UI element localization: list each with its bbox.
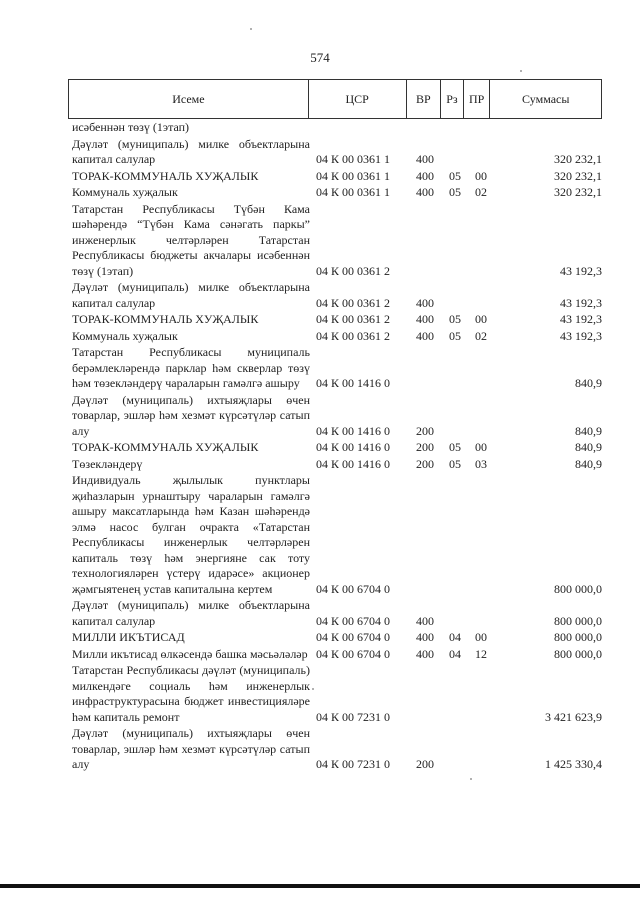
row-vr: 400 — [416, 295, 434, 310]
table-row — [72, 726, 602, 774]
header-rz: Рз — [440, 80, 463, 118]
row-name: Индивидуаль җылылык пунктлары җиһазларын урнаштыру чараларын гамәлгә ашыру максатларында һәм Казан шәһәрендә элмә насос булган очракта «Татарстан Республикасы инженерлык челтәрләрен капиталь төзү һәм энергияне сак тоту технологияләрен үстерү идарәсе» акционер җәмгыятенең устав капиталына кертем — [72, 473, 310, 596]
row-sum: 320 232,1 — [554, 152, 602, 166]
table-row — [72, 329, 602, 346]
scan-speck — [520, 70, 522, 72]
scan-speck — [250, 28, 252, 30]
row-sum: 840,9 — [575, 456, 602, 471]
row-vr: 400 — [416, 328, 434, 343]
table-row — [72, 120, 602, 137]
row-name: Татарстан Республикасы дәүләт (муниципаль) милкендәге социаль һәм инженерлык инфраструктурасына бюджет инвестицияләре һәм капиталь ремонт — [72, 663, 310, 724]
row-rz: 05 — [449, 185, 461, 199]
scan-speck — [312, 688, 314, 690]
row-vr: 200 — [416, 440, 434, 454]
row-pr: 02 — [475, 328, 487, 343]
row-csr: 04 К 00 6704 0 — [316, 613, 391, 628]
row-vr: 400 — [416, 646, 434, 661]
header-csr: ЦСР — [308, 80, 406, 118]
row-csr: 04 К 00 0361 1 — [316, 152, 391, 166]
page-bottom-edge — [0, 884, 640, 888]
table-row — [72, 280, 602, 312]
row-rz: 05 — [449, 168, 461, 183]
row-rz: 04 — [449, 630, 461, 644]
row-name: Дәүләт (муниципаль) милке объектларына капитал салулар — [72, 598, 310, 628]
header-name: Исеме — [172, 91, 205, 106]
row-sum: 800 000,0 — [554, 630, 602, 644]
row-name: МИЛЛИ ИКЪТИСАД — [72, 630, 185, 644]
row-pr: 00 — [475, 168, 487, 183]
row-sum: 840,9 — [575, 423, 602, 438]
header-sum: Суммасы — [489, 80, 601, 118]
table-row — [72, 185, 602, 202]
row-csr: 04 К 00 1416 0 — [316, 376, 391, 390]
row-name: Дәүләт (муниципаль) ихтыяҗлары өчен товарлар, эшләр һәм хезмәт күрсәтүләр сатып алу — [72, 392, 310, 438]
table-row — [72, 169, 602, 186]
row-rz: 05 — [449, 312, 461, 326]
row-sum: 43 192,3 — [560, 312, 602, 326]
row-name: ТОРАК-КОММУНАЛЬ ХУҖАЛЫК — [72, 168, 259, 183]
row-csr: 04 К 00 6704 0 — [316, 581, 391, 596]
row-sum: 43 192,3 — [560, 295, 602, 310]
row-csr: 04 К 00 0361 2 — [316, 328, 391, 343]
table-row — [72, 137, 602, 169]
row-sum: 800 000,0 — [554, 646, 602, 661]
row-csr: 04 К 00 0361 2 — [316, 263, 391, 278]
row-vr: 200 — [416, 757, 434, 771]
row-pr: 03 — [475, 456, 487, 471]
row-pr: 02 — [475, 185, 487, 199]
row-rz: 05 — [449, 456, 461, 471]
row-vr: 400 — [416, 312, 434, 326]
row-vr: 400 — [416, 152, 434, 166]
row-name: Милли икътисад өлкәсендә башка мәсьәләләр — [72, 646, 308, 661]
table-row — [72, 598, 602, 630]
row-vr: 200 — [416, 423, 434, 438]
row-csr: 04 К 00 7231 0 — [316, 757, 391, 771]
table-row — [72, 647, 602, 664]
row-sum: 840,9 — [575, 440, 602, 454]
row-name: ТОРАК-КОММУНАЛЬ ХУҖАЛЫК — [72, 312, 259, 326]
row-pr: 00 — [475, 440, 487, 454]
row-name: ТОРАК-КОММУНАЛЬ ХУҖАЛЫК — [72, 440, 259, 454]
row-csr: 04 К 00 0361 2 — [316, 312, 391, 326]
row-sum: 43 192,3 — [560, 263, 602, 278]
row-sum: 800 000,0 — [554, 613, 602, 628]
row-name: Коммуналь хуҗалык — [72, 185, 178, 199]
row-csr: 04 К 00 0361 2 — [316, 295, 391, 310]
row-csr: 04 К 00 6704 0 — [316, 630, 391, 644]
scan-speck — [470, 778, 472, 780]
row-csr: 04 К 00 0361 1 — [316, 185, 391, 199]
table-row — [72, 312, 602, 329]
row-rz: 05 — [449, 440, 461, 454]
row-vr: 400 — [416, 630, 434, 644]
row-pr: 12 — [475, 646, 487, 661]
row-pr: 00 — [475, 630, 487, 644]
row-name: Татарстан Республикасы муниципаль берәмлекләрендә парклар һәм скверлар төзү һәм төзекләндерү чараларын гамәлгә ашыру — [72, 345, 310, 390]
table-row — [72, 663, 602, 726]
row-name: Дәүләт (муниципаль) милке объектларына капитал салулар — [72, 280, 310, 310]
row-vr: 400 — [416, 185, 434, 199]
row-sum: 840,9 — [575, 376, 602, 390]
table-body — [72, 120, 602, 774]
row-name: Татарстан Республикасы Түбән Кама шәһәрендә “Түбән Кама сәнәгать паркы” инженерлык челтәрләрен Татарстан Республикасы бюджеты акчалары исәбеннән төзү (1этап) — [72, 201, 310, 278]
row-rz: 05 — [449, 328, 461, 343]
row-csr: 04 К 00 6704 0 — [316, 646, 391, 661]
table-row — [72, 393, 602, 441]
table-row — [72, 345, 602, 393]
row-name: Коммуналь хуҗалык — [72, 328, 178, 343]
row-sum: 3 421 623,9 — [545, 709, 602, 724]
row-sum: 320 232,1 — [554, 168, 602, 183]
table-row — [72, 202, 602, 281]
table-row — [72, 457, 602, 474]
row-csr: 04 К 00 1416 0 — [316, 423, 391, 438]
row-csr: 04 К 00 7231 0 — [316, 709, 391, 724]
row-sum: 800 000,0 — [554, 581, 602, 596]
table-header — [68, 79, 602, 119]
table-row — [72, 630, 602, 647]
row-name: Төзекләндерү — [72, 456, 143, 471]
row-sum: 43 192,3 — [560, 328, 602, 343]
row-name: Дәүләт (муниципаль) ихтыяҗлары өчен товарлар, эшләр һәм хезмәт күрсәтүләр сатып алу — [72, 726, 310, 771]
page-number: 574 — [310, 50, 330, 65]
row-csr: 04 К 00 1416 0 — [316, 456, 391, 471]
row-pr: 00 — [475, 312, 487, 326]
row-vr: 400 — [416, 613, 434, 628]
row-csr: 04 К 00 1416 0 — [316, 440, 391, 454]
row-vr: 400 — [416, 168, 434, 183]
header-vr: ВР — [406, 80, 441, 118]
table-row — [72, 440, 602, 457]
row-sum: 1 425 330,4 — [545, 757, 602, 771]
header-pr: ПР — [463, 80, 490, 118]
row-name: Дәүләт (муниципаль) милке объектларына капитал салулар — [72, 136, 310, 166]
row-rz: 04 — [449, 646, 461, 661]
row-csr: 04 К 00 0361 1 — [316, 168, 391, 183]
row-vr: 200 — [416, 456, 434, 471]
row-sum: 320 232,1 — [554, 185, 602, 199]
table-row — [72, 473, 602, 598]
row-name: исәбеннән төзү (1этап) — [72, 120, 190, 134]
